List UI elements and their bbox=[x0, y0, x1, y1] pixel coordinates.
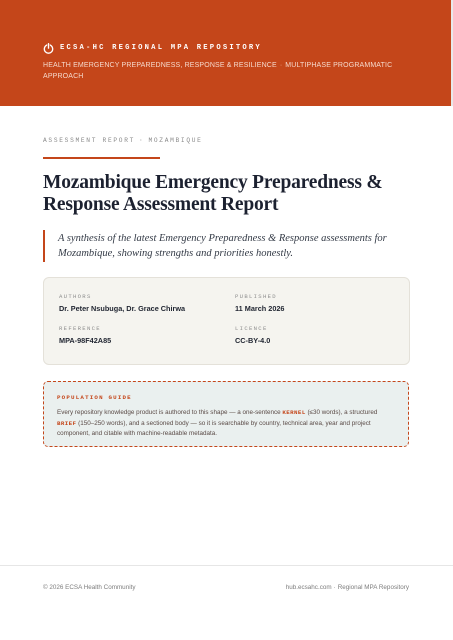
programme-tagline bbox=[43, 61, 410, 82]
brand bbox=[43, 42, 410, 54]
brand-name: ECSA-HC REGIONAL MPA REPOSITORY bbox=[60, 44, 262, 52]
meta-reference bbox=[59, 325, 235, 357]
page-title: Mozambique Emergency Preparedness & Response Assessment Report bbox=[43, 172, 383, 215]
footer-site-name: Regional MPA Repository bbox=[337, 584, 409, 591]
footer-site-url[interactable]: hub.ecsahc.com bbox=[285, 584, 332, 591]
published-value: 11 March 2026 bbox=[235, 304, 285, 313]
eyebrow-separator: · bbox=[139, 137, 145, 144]
document-eyebrow bbox=[43, 137, 203, 144]
licence-value: CC-BY-4.0 bbox=[235, 336, 271, 345]
reference-value: MPA-98F42A85 bbox=[59, 336, 112, 345]
header-banner bbox=[0, 0, 453, 106]
footer-site bbox=[286, 583, 409, 592]
metadata-card bbox=[43, 277, 410, 365]
lede: A synthesis of the latest Emergency Preparedness & Response assessments for Mozambique, showing strengths and priorities honestly. bbox=[43, 230, 403, 262]
tagline-secondary: MULTIPHASE PROGRAMMATIC APPROACH bbox=[43, 62, 393, 80]
meta-authors bbox=[59, 293, 235, 325]
footer-copyright: © 2026 ECSA Health Community bbox=[43, 584, 136, 591]
guide-title: POPULATION GUIDE bbox=[57, 394, 132, 401]
population-guide bbox=[43, 381, 409, 447]
published-label: PUBLISHED bbox=[235, 293, 277, 300]
power-icon bbox=[43, 43, 54, 54]
document-type: ASSESSMENT REPORT bbox=[43, 137, 136, 144]
kernel-term: KERNEL bbox=[282, 409, 306, 416]
licence-label: LICENCE bbox=[235, 325, 268, 332]
footer-separator: · bbox=[333, 584, 336, 591]
guide-text-2: (≤30 words), a structured bbox=[305, 409, 378, 416]
guide-text-3: (150–250 words), and a sectioned body — so it is searchable by country, technical area, year and project component, and citable with machine-readable metadata. bbox=[57, 419, 371, 437]
brief-term: BRIEF bbox=[57, 419, 77, 427]
authors-label: AUTHORS bbox=[59, 293, 92, 300]
meta-published bbox=[235, 293, 411, 325]
accent-rule bbox=[43, 157, 160, 159]
tagline-separator: · bbox=[279, 62, 283, 69]
reference-label: REFERENCE bbox=[59, 325, 101, 332]
authors-value: Dr. Peter Nsubuga, Dr. Grace Chirwa bbox=[59, 304, 186, 313]
guide-body bbox=[57, 408, 395, 440]
document-country: MOZAMBIQUE bbox=[148, 137, 203, 144]
meta-licence bbox=[235, 325, 411, 357]
guide-text-1: Every repository knowledge product is authored to this shape — a one-sentence bbox=[57, 409, 283, 416]
tagline-primary: HEALTH EMERGENCY PREPAREDNESS, RESPONSE & RESILIENCE bbox=[43, 62, 277, 69]
footer-divider bbox=[0, 565, 453, 566]
